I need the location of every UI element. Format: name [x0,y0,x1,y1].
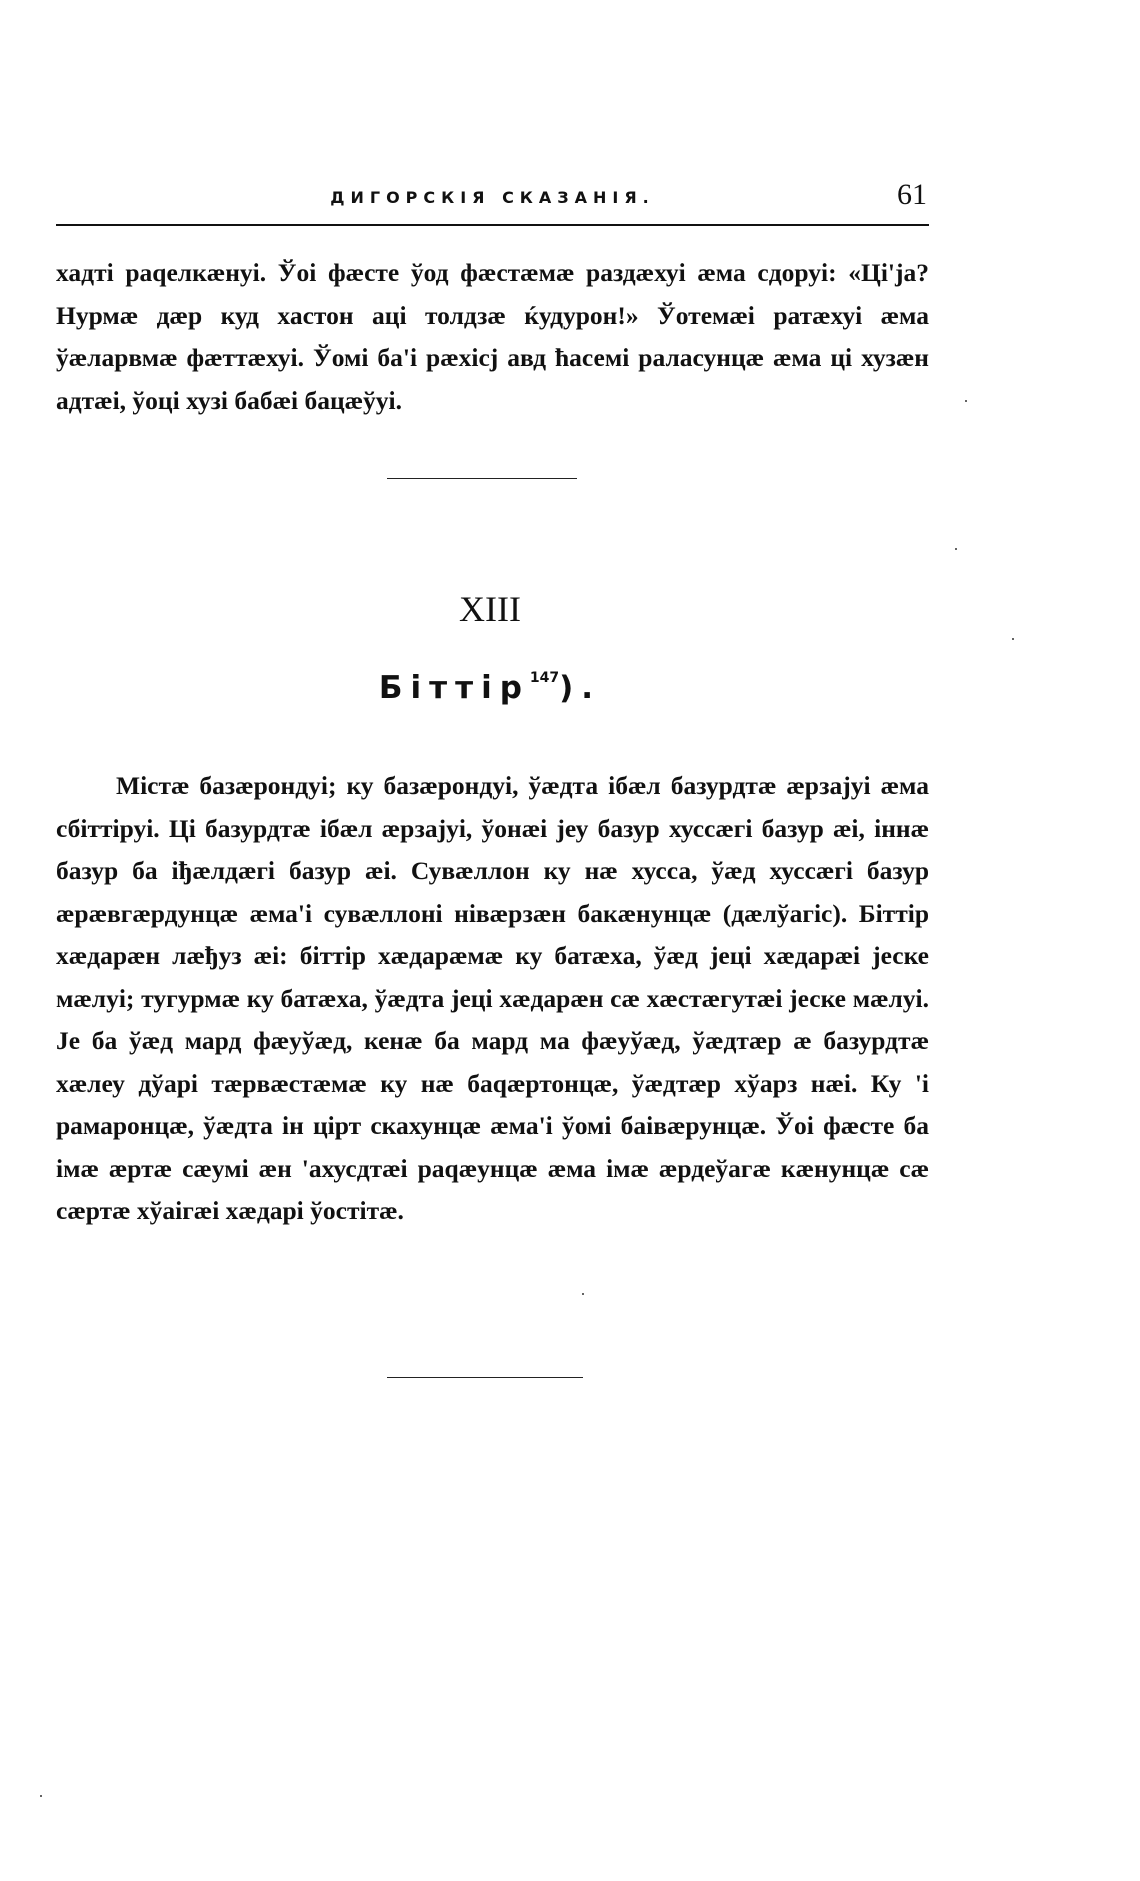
paragraph-section-body: Містæ базæрондуі; ку базæрондуі, ўæдта ібæл базурдтæ æрзаjуі æма сбіттіруі. Ці базурдтæ ібæл æрзаjуі, ўонæі jеу базур хуссæгі базур æі, іннæ базур ба іђæлдæгі базур æі. Сувæллон ку нæ хусса, ўæд хуссæгі базур æрæвгæрдунцæ æма'і сувæллоні нівæрзæн бакæнунцæ (дæлўагіс). Біттір хæдарæн лæђуз æі: біттір хæдарæмæ ку батæха, ўæд jеці хæдарæі jеске мæлуі; тугурмæ ку батæха, ўæдта jеці хæдарæн сæ хæстæгутæі jеске мæлуі. Jе ба ўæд мард фæуўæд, кенæ ба мард ма фæуўæд, ўæдтæр æ базурдтæ хæлеу дўарі тæрвæстæмæ ку нæ баqæртонцæ, ўæдтæр хўарз нæі. Ку 'і рамаронцæ, ўæдта ін цірт скахунцæ æма'і ўомі баівæрунцæ. Ўоі фæсте ба імæ æртæ сæумі æн 'ахусдтæі раqæунцæ æма імæ æрдеўагæ кæнунцæ сæ сæртæ хўаігæі хæдарі ўостітæ. [56,771,929,1225]
running-header [56,178,929,222]
scan-speck [1012,638,1014,640]
end-rule [387,1377,583,1378]
running-title: ДИГОРСКІЯ СКАЗАНІЯ. [330,188,655,207]
paragraph-continuation: хадті раqелкæнуі. Ўоі фæсте ўод фæстæмæ раздæхуі æма сдоруі: «Ці'ја? Нурмæ дæр куд хастон аці толдзæ ќудурон!» Ўотемæі ратæхуі æма ўæларвмæ фæттæхуі. Ўомі ба'і рæхісј авд ћасемі раласунцæ æма ці хузæн адтæі, ўоці хузі бабæі бацæўуі. [56,258,929,415]
scan-speck [40,1795,42,1797]
header-rule [56,224,929,226]
section-number: XIII [459,589,521,629]
page-number: 61 [897,178,927,211]
section-title-text: Біттір [378,670,530,706]
scan-speck [965,400,967,402]
scan-speck [955,548,957,550]
footnote-reference: 147 [529,670,560,686]
section-separator-rule [387,478,577,479]
section-title [0,670,980,706]
section-title-suffix: ). [559,670,602,706]
scan-speck [582,1293,584,1295]
